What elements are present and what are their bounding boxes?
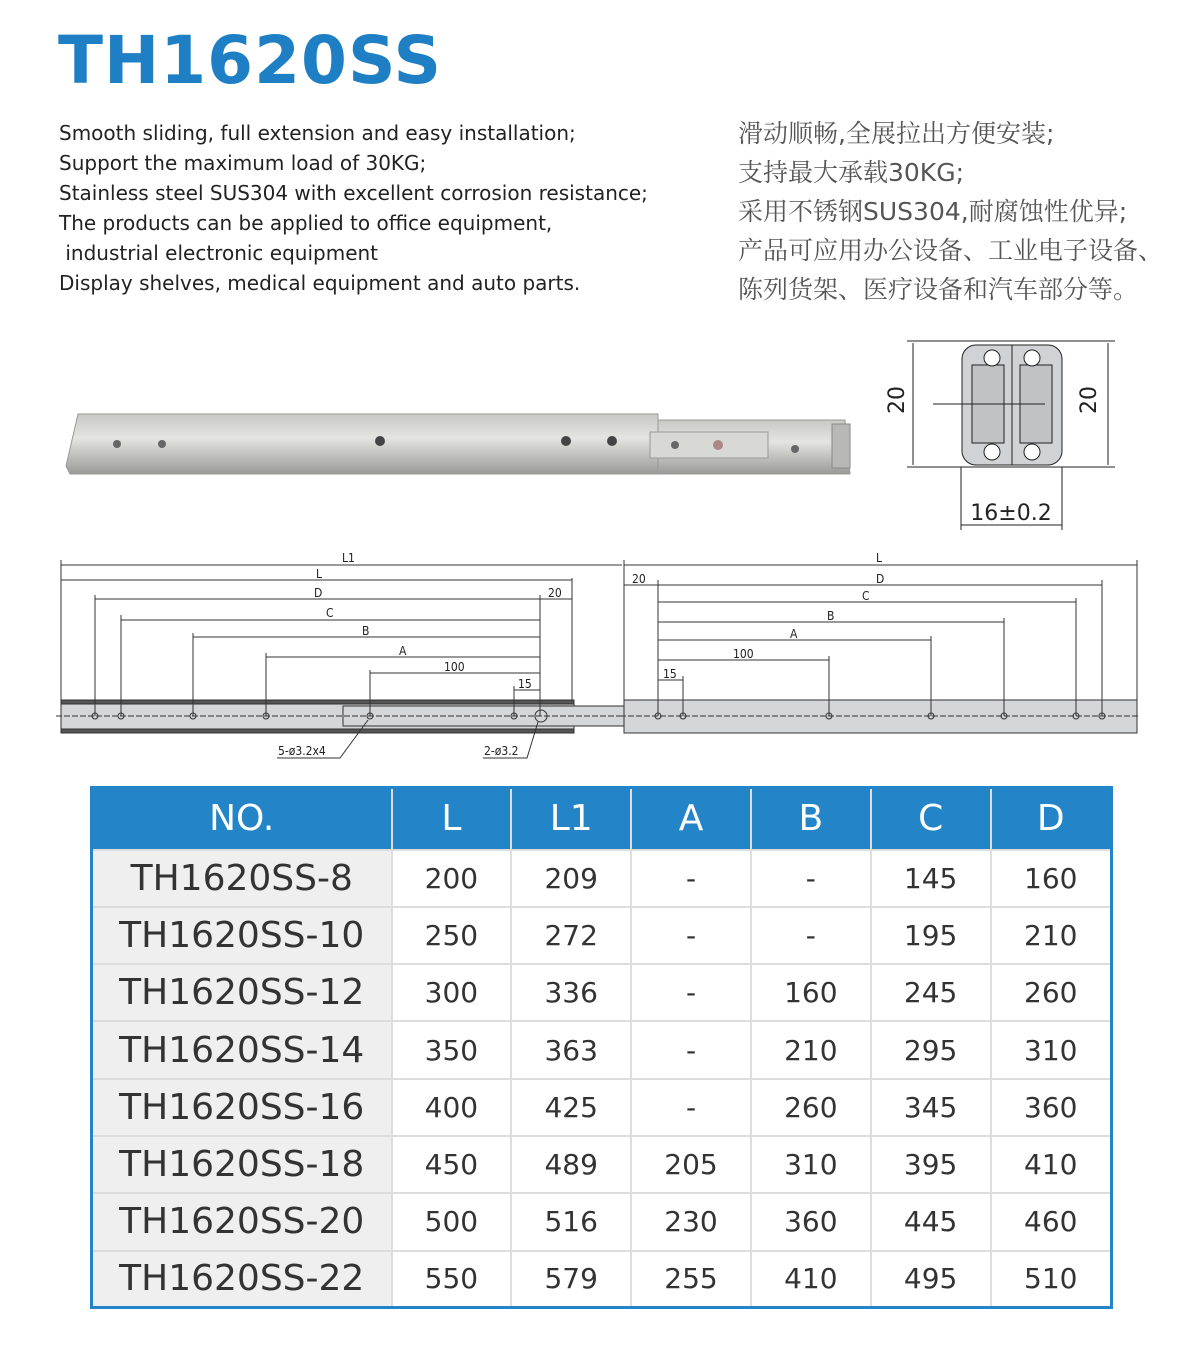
desc-line: Display shelves, medical equipment and auto parts. [59, 271, 581, 295]
value-cell: 160 [751, 964, 871, 1021]
model-cell: TH1620SS-16 [92, 1079, 392, 1136]
desc-line: industrial electronic equipment [59, 241, 379, 265]
col-b: B [751, 788, 871, 850]
value-cell: 295 [871, 1021, 991, 1078]
value-cell: 460 [991, 1193, 1112, 1250]
dim-A: A [790, 627, 798, 641]
model-cell: TH1620SS-8 [92, 850, 392, 907]
dim-15: 15 [518, 677, 532, 691]
dim-D: D [876, 572, 885, 586]
value-cell: 260 [991, 964, 1112, 1021]
closed-slide-drawing [56, 560, 630, 758]
value-cell: 400 [392, 1079, 512, 1136]
desc-line: Smooth sliding, full extension and easy installation; [59, 121, 576, 145]
spec-table [90, 786, 1113, 1309]
value-cell: 360 [991, 1079, 1112, 1136]
value-cell: - [631, 850, 751, 907]
dim-100: 100 [444, 660, 465, 674]
value-cell: 350 [392, 1021, 512, 1078]
model-cell: TH1620SS-22 [92, 1251, 392, 1308]
desc-line: 产品可应用办公设备、工业电子设备、 [738, 236, 1164, 265]
dim-20: 20 [548, 586, 562, 600]
value-cell: - [631, 964, 751, 1021]
value-cell: 450 [392, 1136, 512, 1193]
value-cell: 310 [991, 1021, 1112, 1078]
desc-line: 滑动顺畅,全展拉出方便安装; [738, 119, 1055, 148]
value-cell: 195 [871, 907, 991, 964]
hole-label-1: 5-ø3.2x4 [278, 744, 326, 758]
dim-C: C [862, 589, 870, 603]
value-cell: 310 [751, 1136, 871, 1193]
value-cell: 245 [871, 964, 991, 1021]
value-cell: 272 [511, 907, 631, 964]
dim-L: L [876, 551, 883, 565]
value-cell: 516 [511, 1193, 631, 1250]
value-cell: 345 [871, 1079, 991, 1136]
value-cell: 210 [751, 1021, 871, 1078]
desc-line: 支持最大承载30KG; [738, 158, 965, 187]
desc-line: Support the maximum load of 30KG; [59, 151, 427, 175]
desc-line: The products can be applied to office equipment, [59, 211, 553, 235]
value-cell: 510 [991, 1251, 1112, 1308]
table-row [92, 1079, 1112, 1136]
col-no: NO. [92, 788, 392, 850]
dim-B: B [362, 624, 370, 638]
height-dim-left: 20 [885, 386, 910, 414]
value-cell: - [751, 907, 871, 964]
value-cell: - [631, 907, 751, 964]
value-cell: 260 [751, 1079, 871, 1136]
dim-100: 100 [733, 647, 754, 661]
value-cell: 579 [511, 1251, 631, 1308]
value-cell: 445 [871, 1193, 991, 1250]
value-cell: 410 [991, 1136, 1112, 1193]
value-cell: 489 [511, 1136, 631, 1193]
desc-line: 陈列货架、医疗设备和汽车部分等。 [738, 275, 1139, 304]
col-d: D [991, 788, 1112, 850]
col-c: C [871, 788, 991, 850]
desc-line: Stainless steel SUS304 with excellent corrosion resistance; [59, 181, 648, 205]
model-cell: TH1620SS-20 [92, 1193, 392, 1250]
value-cell: 145 [871, 850, 991, 907]
table-header [92, 788, 1112, 850]
value-cell: 210 [991, 907, 1112, 964]
product-photo [66, 414, 850, 474]
value-cell: 360 [751, 1193, 871, 1250]
model-cell: TH1620SS-12 [92, 964, 392, 1021]
value-cell: 200 [392, 850, 512, 907]
desc-line: 采用不锈钢SUS304,耐腐蚀性优异; [738, 197, 1128, 226]
value-cell: 363 [511, 1021, 631, 1078]
value-cell: 205 [631, 1136, 751, 1193]
table-row [92, 907, 1112, 964]
value-cell: 425 [511, 1079, 631, 1136]
dim-20: 20 [632, 572, 646, 586]
dim-A: A [399, 644, 407, 658]
value-cell: - [751, 850, 871, 907]
table-row [92, 850, 1112, 907]
value-cell: - [631, 1021, 751, 1078]
value-cell: 500 [392, 1193, 512, 1250]
col-l: L [392, 788, 512, 850]
dim-L: L [316, 567, 323, 581]
product-title: TH1620SS [58, 22, 443, 99]
dim-D: D [314, 586, 323, 600]
table-row [92, 1251, 1112, 1308]
col-a: A [631, 788, 751, 850]
table-row [92, 1021, 1112, 1078]
value-cell: 255 [631, 1251, 751, 1308]
table-row [92, 1193, 1112, 1250]
model-cell: TH1620SS-18 [92, 1136, 392, 1193]
value-cell: 300 [392, 964, 512, 1021]
model-cell: TH1620SS-10 [92, 907, 392, 964]
table-row [92, 964, 1112, 1021]
value-cell: 410 [751, 1251, 871, 1308]
dim-B: B [827, 609, 835, 623]
value-cell: 250 [392, 907, 512, 964]
value-cell: - [631, 1079, 751, 1136]
value-cell: 395 [871, 1136, 991, 1193]
value-cell: 550 [392, 1251, 512, 1308]
table-row [92, 1136, 1112, 1193]
value-cell: 495 [871, 1251, 991, 1308]
height-dim-right: 20 [1077, 386, 1102, 414]
dim-15: 15 [663, 667, 677, 681]
col-l1: L1 [511, 788, 631, 850]
hole-label-2: 2-ø3.2 [484, 744, 519, 758]
value-cell: 230 [631, 1193, 751, 1250]
value-cell: 209 [511, 850, 631, 907]
value-cell: 160 [991, 850, 1112, 907]
dim-L1: L1 [342, 551, 355, 565]
dim-C: C [326, 606, 334, 620]
value-cell: 336 [511, 964, 631, 1021]
model-cell: TH1620SS-14 [92, 1021, 392, 1078]
width-dim: 16±0.2 [970, 501, 1052, 526]
